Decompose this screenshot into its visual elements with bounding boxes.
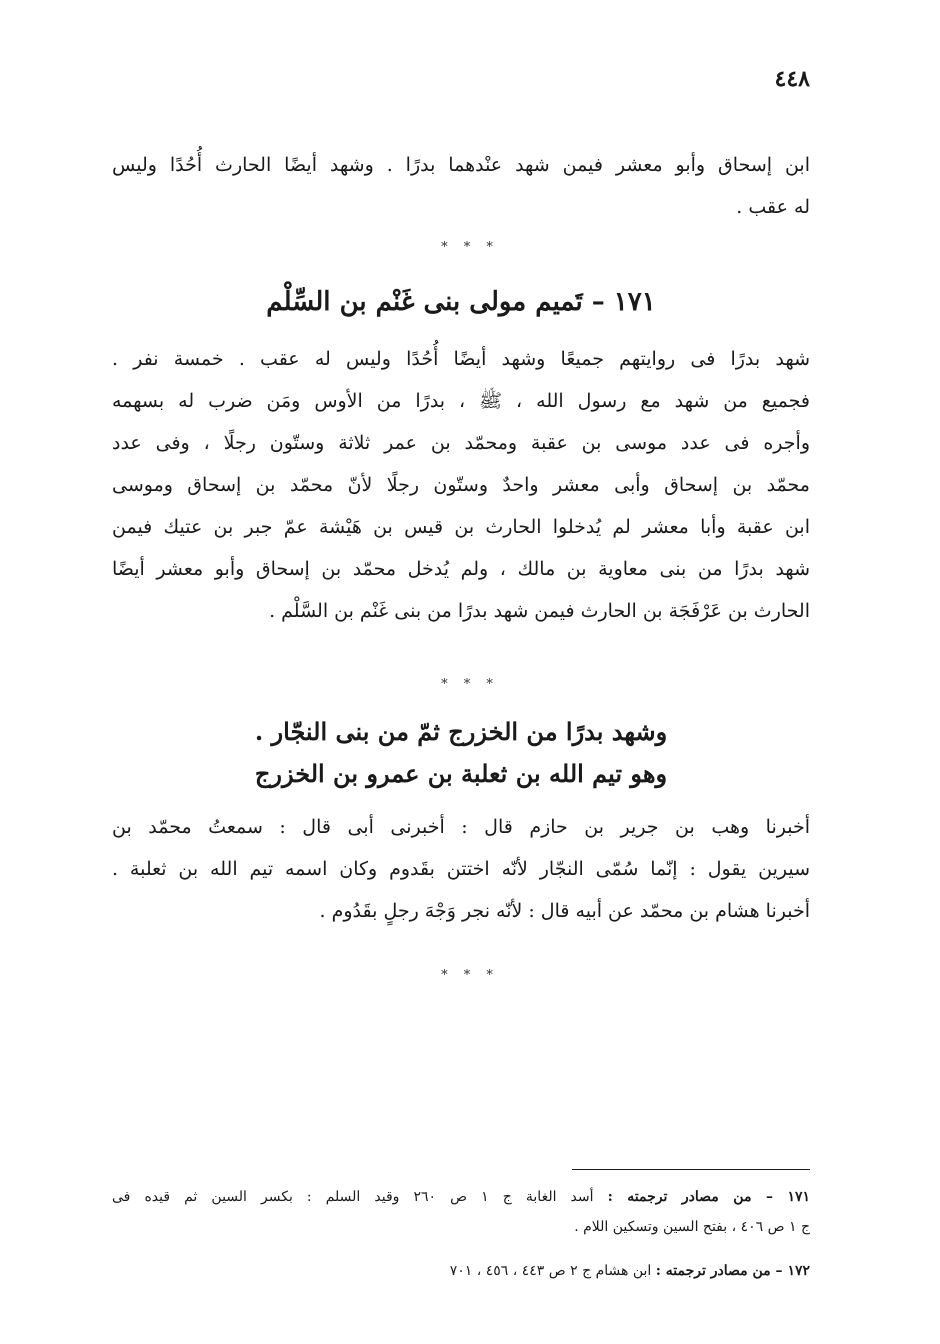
entry-171-line-6: شهد بدرًا من بنى معاوية بن مالك ، ولم يُدخل محمّد بن إسحاق وأبو معشر أيضًا [112,558,810,580]
entry-171-line-7: الحارث بن عَرْفَجَة بن الحارث فيمن شهد بدرًا من بنى غَنْم بن السَّلْم . [269,600,810,622]
footnote-172-label: ١٧٢ – من مصادر ترجمته : [655,1263,810,1279]
entry-171-heading: ١٧١ – تَميم مولى بنى غَنْم بن السِّلْم [266,287,656,317]
intro-paragraph [112,144,810,228]
entry-171-line-5: ابن عقبة وأبا معشر لم يُدخلوا الحارث بن قيس بن هَيْشة عمّ جبر بن عتيك فيمن [112,516,810,538]
entry-171-paragraph [112,338,810,632]
footnote-171-line-1 [112,1182,810,1212]
section-separator-2: * * * [441,677,499,692]
footnote-172-text: ابن هشام ج ٢ ص ٤٤٣ ، ٤٥٦ ، ٧٠١ [449,1263,656,1279]
footnote-171-text: أسد الغابة ج ١ ص ٢٦٠ وقيد السلم : بكسر السين ثم قيده فى [112,1189,608,1205]
footnote-171-line-2: ج ١ ص ٤٠٦ ، بفتح السين وتسكين اللام . [574,1219,810,1235]
khazraj-heading-line-2: وهو تيم الله بن ثعلبة بن عمرو بن الخزرج [254,759,668,788]
footnote-172-line [112,1256,810,1286]
entry-171-line-4: محمّد بن إسحاق وأبى معشر واحدٌ وستّون رجلًا لأنّ محمّد بن إسحاق وموسى [112,474,810,496]
intro-line-2: له عقب . [736,196,810,218]
footnotes [112,1182,810,1286]
khazraj-line-3: أخبرنا هشام بن محمّد عن أبيه قال : لأنّه نجر وَجْهَ رجلٍ بقَدُوم . [319,900,810,922]
khazraj-line-2: سيرين يقول : إنّما سُمّى النجّار لأنّه اختتن بقَدوم وكان اسمه تيم الله بن ثعلبة . [112,858,810,880]
intro-line-1: ابن إسحاق وأبو معشر فيمن شهد عنْدهما بدرًا . وشهد أيضًا الحارث أُحُدًا وليس [112,154,810,176]
page-number: ٤٤٨ [774,66,810,92]
footnote-171-label: ١٧١ – من مصادر ترجمته : [607,1189,810,1205]
entry-171-line-1: شهد بدرًا فى روايتهم جميعًا وشهد أيضًا أُحُدًا وليس له عقب . خمسة نفر . [112,348,810,370]
khazraj-paragraph [112,806,810,932]
footnote-divider [572,1169,810,1170]
entry-171-line-2: فجميع من شهد مع رسول الله ، ﷺ ، بدرًا من الأوس ومَن ضرب له بسهمه [112,390,810,412]
khazraj-line-1: أخبرنا وهب بن جرير بن حازم قال : أخبرنى أبى قال : سمعتُ محمّد بن [112,816,810,838]
khazraj-heading-line-1: وشهد بدرًا من الخزرج ثمّ من بنى النجّار . [254,717,668,746]
section-separator-3: * * * [441,968,499,983]
entry-171-line-3: وأجره فى عدد موسى بن عقبة ومحمّد بن عمر ثلاثة وستّون رجلًا ، وفى عدد [112,432,810,454]
section-separator-1: * * * [441,240,499,255]
